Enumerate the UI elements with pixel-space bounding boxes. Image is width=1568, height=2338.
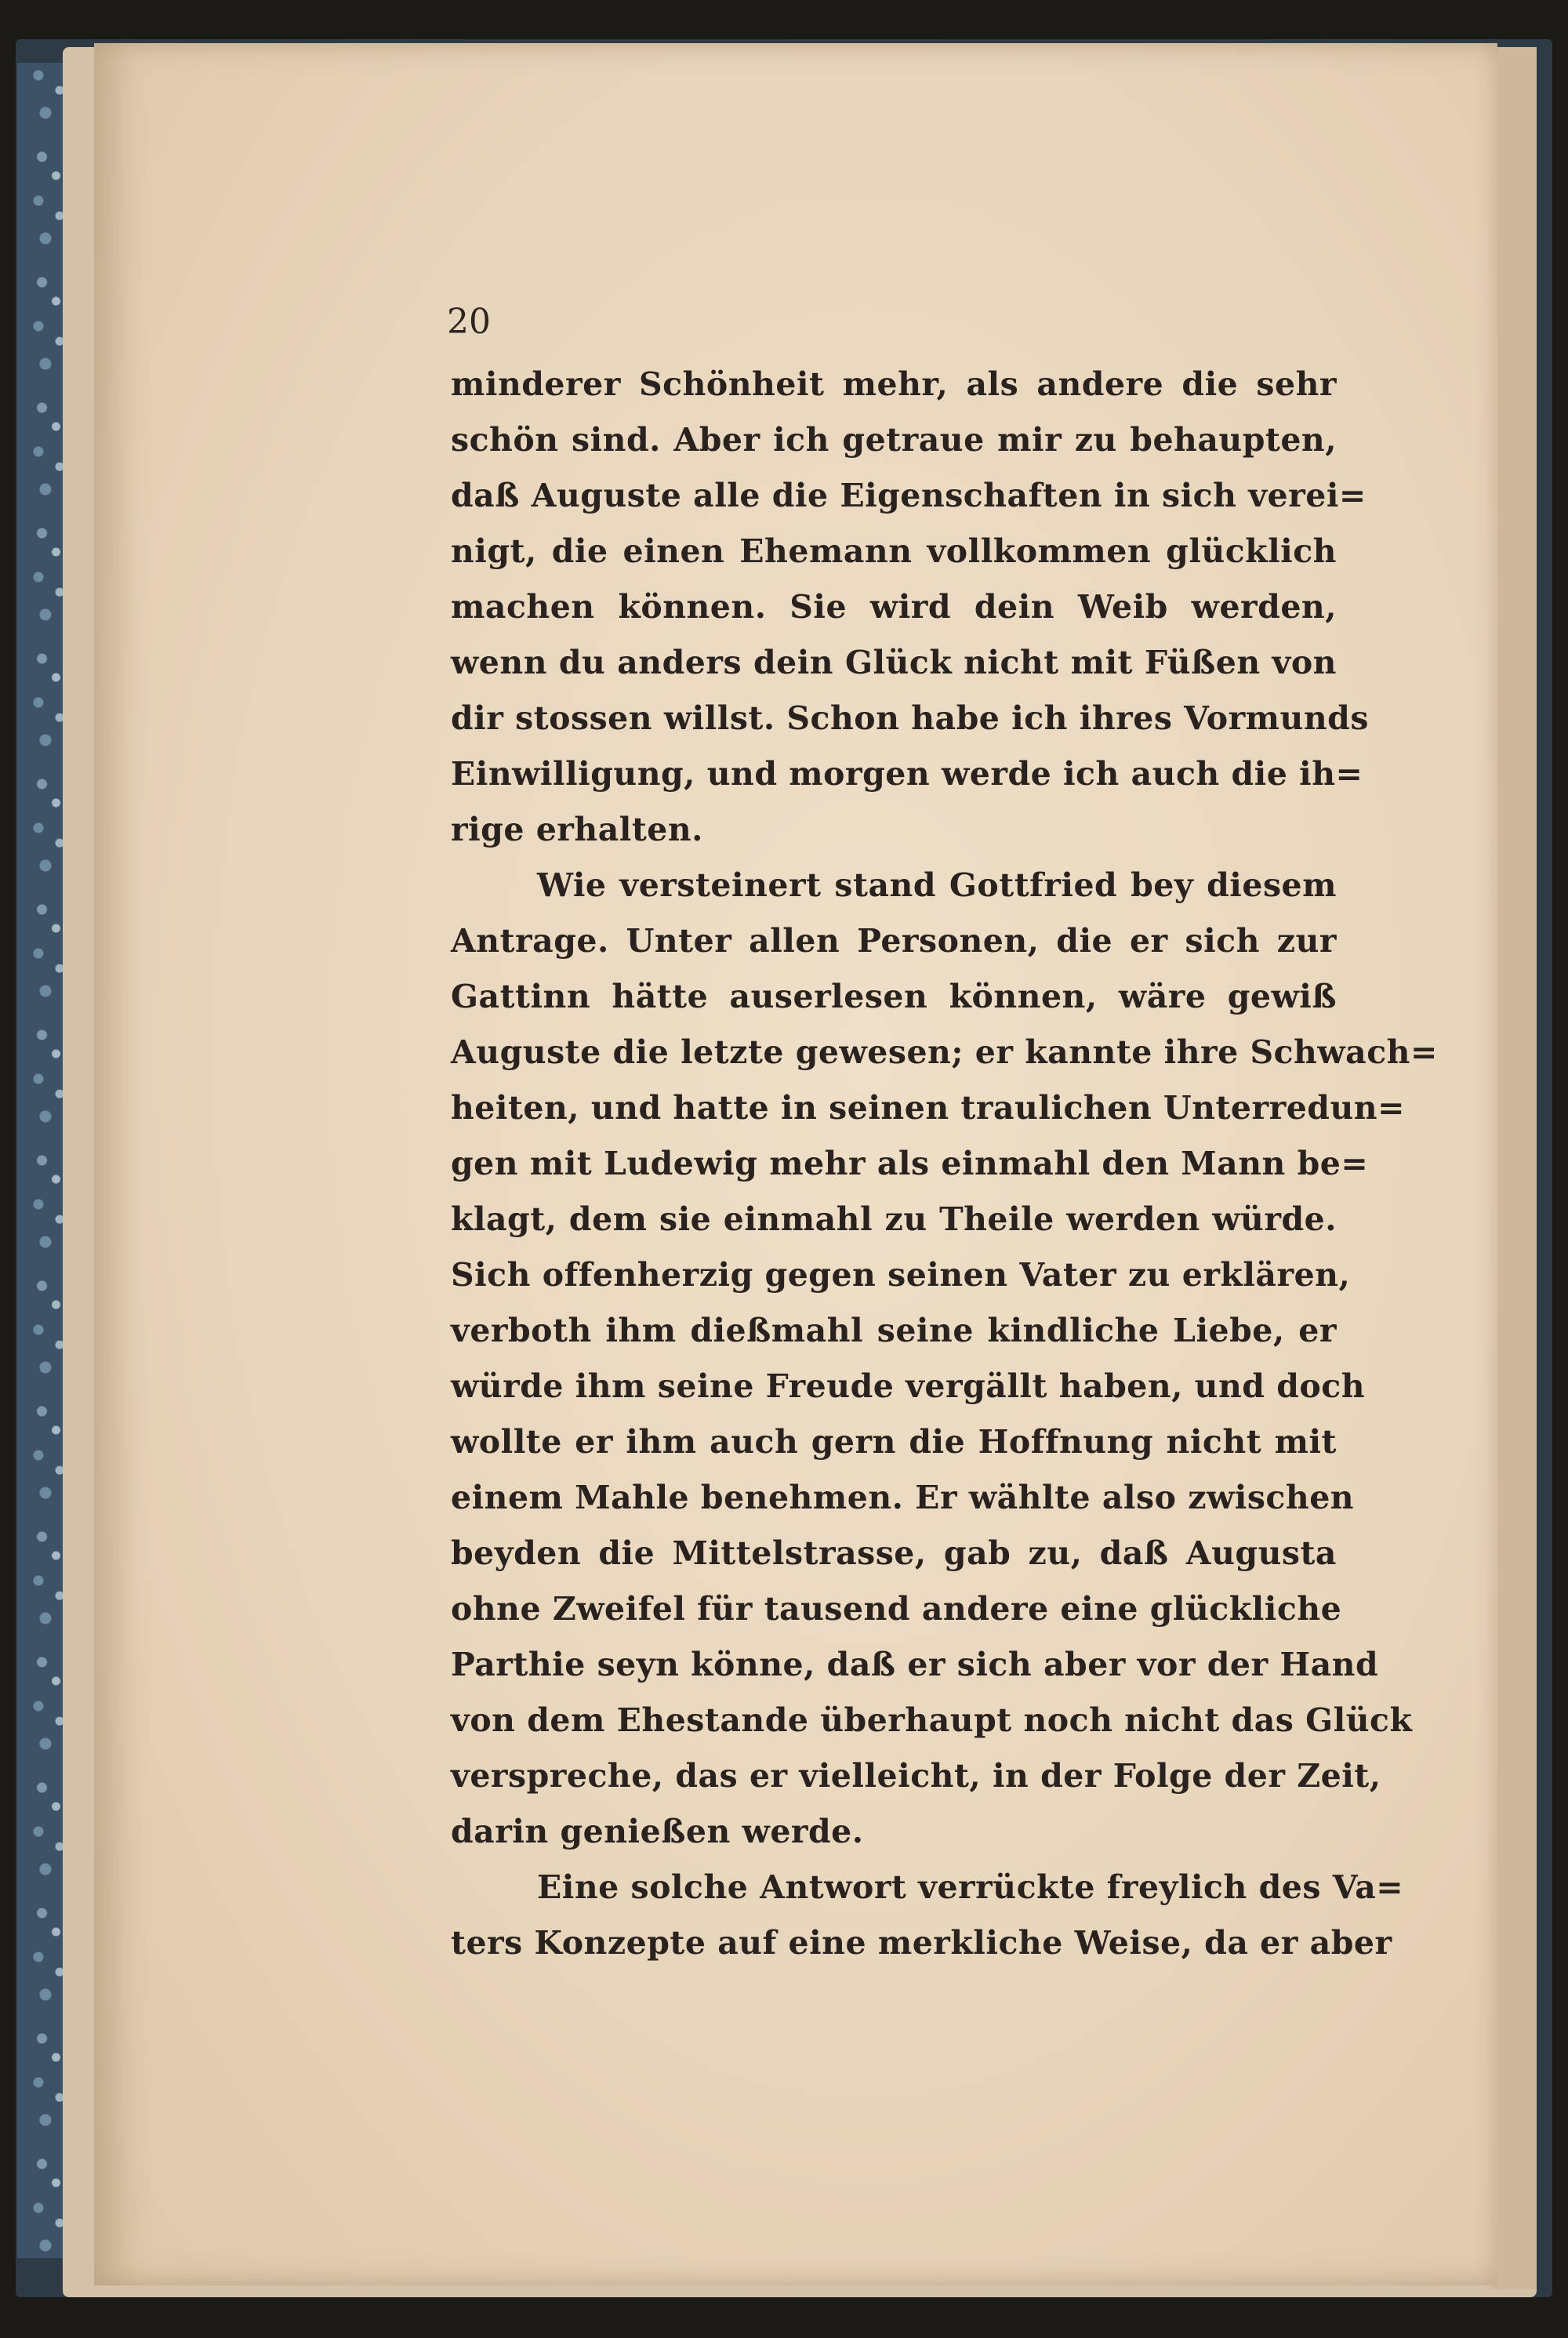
text-line: ters Konzepte auf eine merkliche Weise, da er aber: [451, 1924, 1392, 1962]
text-line: nigt, die einen Ehemann vollkommen glücklich: [451, 532, 1337, 570]
text-line: von dem Ehestande überhaupt noch nicht das Glück: [451, 1701, 1413, 1739]
text-line: heiten, und hatte in seinen traulichen Unterredun=: [451, 1089, 1405, 1127]
body-text: [451, 357, 1438, 1971]
text-line: Gattinn hätte auserlesen können, wäre gewiß: [451, 978, 1337, 1015]
text-line: Wie versteinert stand Gottfried bey diesem: [537, 866, 1337, 904]
text-line: dir stossen willst. Schon habe ich ihres Vormunds: [451, 699, 1369, 737]
text-line: Eine solche Antwort verrückte freylich des Va=: [537, 1868, 1404, 1906]
text-line: Auguste die letzte gewesen; er kannte ihre Schwach=: [451, 1033, 1438, 1071]
text-line: machen können. Sie wird dein Weib werden,: [451, 588, 1337, 626]
text-line: gen mit Ludewig mehr als einmahl den Mann be=: [451, 1145, 1369, 1182]
text-line: Einwilligung, und morgen werde ich auch die ih=: [451, 755, 1363, 793]
text-line: schön sind. Aber ich getraue mir zu behaupten,: [451, 421, 1337, 459]
page-number: 20: [447, 302, 491, 342]
text-line: ohne Zweifel für tausend andere eine glückliche: [451, 1590, 1342, 1628]
text-line: darin genießen werde.: [451, 1813, 864, 1850]
text-line: Sich offenherzig gegen seinen Vater zu erklären,: [451, 1256, 1351, 1294]
text-line: daß Auguste alle die Eigenschaften in sich verei=: [451, 477, 1367, 514]
text-line: verspreche, das er vielleicht, in der Folge der Zeit,: [451, 1757, 1381, 1795]
text-line: minderer Schönheit mehr, als andere die sehr: [451, 365, 1337, 403]
text-line: verboth ihm dießmahl seine kindliche Liebe, er: [451, 1312, 1337, 1349]
text-line: beyden die Mittelstrasse, gab zu, daß Augusta: [451, 1534, 1337, 1572]
text-line: klagt, dem sie einmahl zu Theile werden würde.: [451, 1200, 1337, 1238]
text-line: rige erhalten.: [451, 811, 703, 848]
text-line: einem Mahle benehmen. Er wählte also zwischen: [451, 1479, 1355, 1516]
text-line: wenn du anders dein Glück nicht mit Füßen von: [451, 644, 1337, 681]
text-line: Antrage. Unter allen Personen, die er sich zur: [451, 922, 1337, 960]
text-line: würde ihm seine Freude vergällt haben, und doch: [451, 1367, 1366, 1405]
text-line: wollte er ihm auch gern die Hoffnung nicht mit: [451, 1423, 1337, 1461]
text-line: Parthie seyn könne, daß er sich aber vor der Hand: [451, 1646, 1379, 1683]
